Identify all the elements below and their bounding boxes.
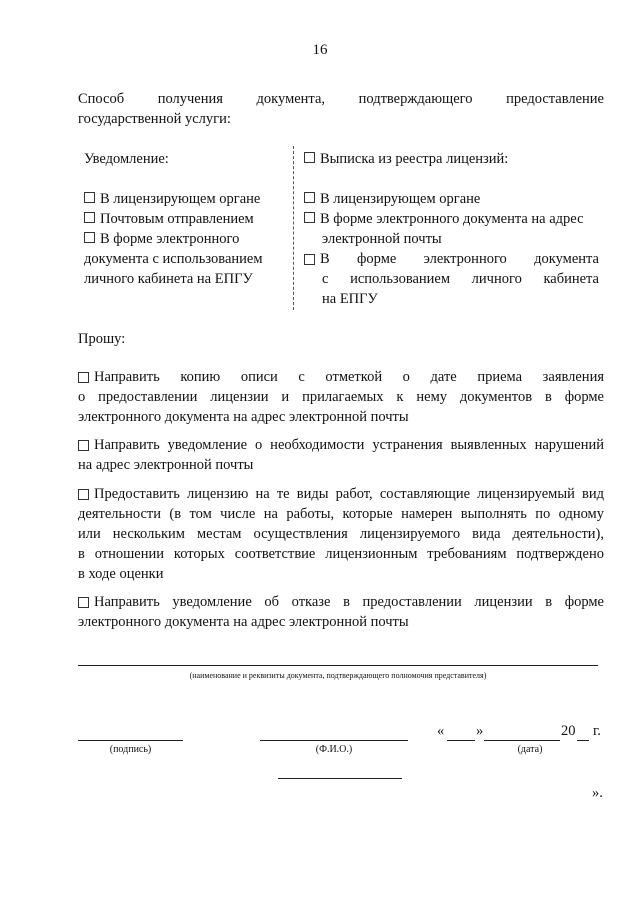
request-3-line-2: деятельности (в том числе на работы, которые намерен выполнять по одному	[78, 506, 604, 522]
right-opt-2-line-2: электронной почты	[322, 231, 442, 247]
checkbox-icon[interactable]	[304, 212, 315, 223]
left-opt-2[interactable]: Почтовым отправлением	[84, 210, 254, 229]
prosh-label: Прошу:	[78, 331, 126, 347]
checkbox-icon[interactable]	[84, 232, 95, 243]
column-divider	[293, 146, 294, 310]
checkbox-icon[interactable]	[84, 212, 95, 223]
method-line-2: государственной услуги:	[78, 111, 231, 127]
checkbox-icon[interactable]	[304, 192, 315, 203]
request-3-line-5: в ходе оценки	[78, 566, 164, 582]
left-opt-1[interactable]: В лицензирующем органе	[84, 190, 260, 209]
checkbox-icon[interactable]	[84, 192, 95, 203]
fio-caption: (Ф.И.О.)	[315, 744, 353, 755]
date-close-quote: »	[476, 723, 484, 739]
checkbox-icon[interactable]	[78, 372, 89, 383]
right-opt-3[interactable]: В форме электронного документа	[304, 250, 599, 269]
closing-mark: ».	[592, 785, 603, 801]
left-opt-3-line-3: личного кабинета на ЕПГУ	[84, 271, 253, 287]
extra-line[interactable]	[278, 778, 402, 779]
request-1-line-3: электронного документа на адрес электронной почты	[78, 409, 409, 425]
checkbox-icon[interactable]	[78, 597, 89, 608]
right-col-title: Выписка из реестра лицензий:	[304, 150, 508, 169]
document-details-caption: (наименование и реквизиты документа, подтверждающего полномочия представителя)	[189, 671, 487, 680]
year-suffix: г.	[593, 723, 601, 739]
request-3-line-3: или нескольким местам осуществления лицензируемого вида деятельности),	[78, 526, 604, 542]
signature-line[interactable]	[78, 740, 183, 741]
date-caption: (дата)	[517, 744, 543, 755]
left-opt-3[interactable]: В форме электронного	[84, 230, 239, 249]
right-opt-2[interactable]: В форме электронного документа на адрес	[304, 210, 584, 229]
method-line-1: Способ получения документа, подтверждающего предоставление	[78, 91, 604, 107]
date-open-quote: «	[437, 723, 445, 739]
request-4-line-2: электронного документа на адрес электронной почты	[78, 614, 409, 630]
date-month-line[interactable]	[484, 740, 560, 741]
date-day-line[interactable]	[447, 740, 475, 741]
checkbox-icon[interactable]	[304, 152, 315, 163]
request-1-line-2: о предоставлении лицензии и прилагаемых к нему документов в форме	[78, 389, 604, 405]
document-details-line[interactable]	[78, 665, 598, 666]
request-3-line-4: в отношении которых соответствие лицензионным требованиям подтверждено	[78, 546, 604, 562]
checkbox-icon[interactable]	[78, 440, 89, 451]
left-col-title: Уведомление:	[84, 151, 169, 167]
checkbox-icon[interactable]	[78, 489, 89, 500]
request-3[interactable]: Предоставить лицензию на те виды работ, составляющие лицензируемый вид	[78, 485, 604, 504]
fio-line[interactable]	[260, 740, 408, 741]
request-2-line-2: на адрес электронной почты	[78, 457, 254, 473]
right-opt-1[interactable]: В лицензирующем органе	[304, 190, 480, 209]
date-year-line[interactable]	[577, 740, 589, 741]
request-1[interactable]: Направить копию описи с отметкой о дате приема заявления	[78, 368, 604, 387]
request-4[interactable]: Направить уведомление об отказе в предоставлении лицензии в форме	[78, 593, 604, 612]
signature-caption: (подпись)	[109, 744, 152, 755]
right-opt-3-line-2: с использованием личного кабинета	[322, 271, 599, 287]
left-opt-3-line-2: документа с использованием	[84, 251, 263, 267]
request-2[interactable]: Направить уведомление о необходимости устранения выявленных нарушений	[78, 436, 604, 455]
checkbox-icon[interactable]	[304, 254, 315, 265]
right-opt-3-line-3: на ЕПГУ	[322, 291, 378, 307]
year-prefix: 20	[561, 723, 576, 739]
page-number: 16	[312, 42, 328, 58]
